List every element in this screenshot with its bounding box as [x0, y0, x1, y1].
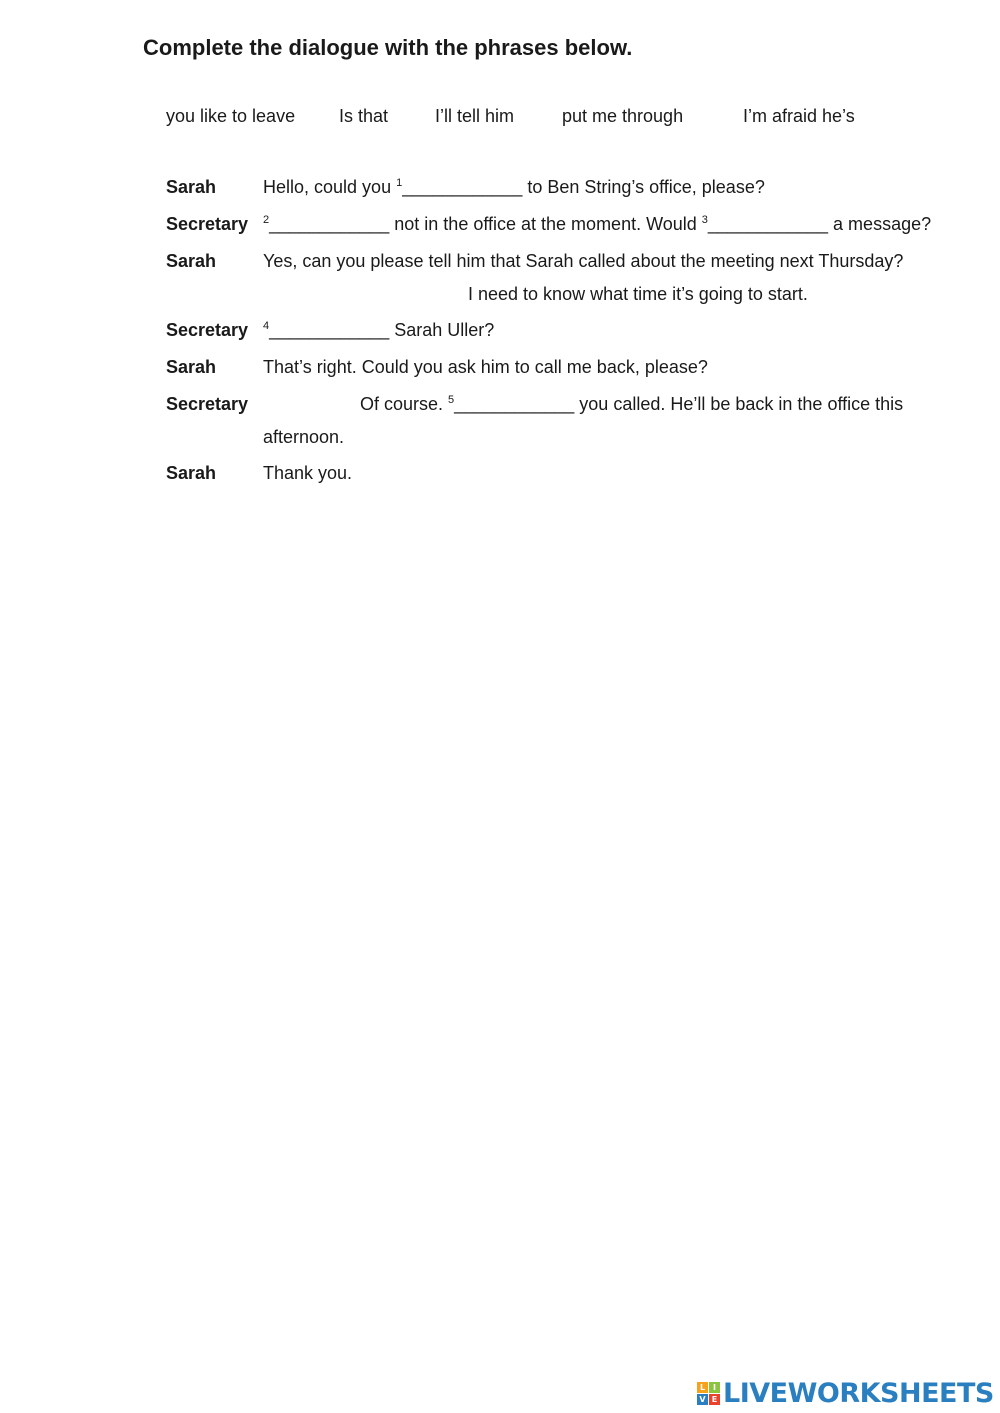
speaker-label: Sarah: [166, 463, 217, 483]
blank-number: 5: [448, 394, 455, 406]
line-text: not in the office at the moment. Would: [389, 214, 702, 234]
logo-letter: L: [697, 1382, 708, 1393]
line-text: Of course.: [360, 394, 449, 414]
phrase-item: I’m afraid he’s: [743, 106, 855, 126]
speaker-label: Secretary: [166, 320, 249, 340]
speaker-label: Secretary: [166, 214, 249, 234]
dialogue-line: Thank you.: [263, 463, 353, 483]
logo-text: LIVEWORKSHEETS: [723, 1377, 994, 1409]
dialogue-line: Yes, can you please tell him that Sarah called about the meeting next Thursday?: [263, 251, 904, 271]
blank-number: 1: [396, 177, 403, 189]
dialogue-line-continued: afternoon.: [263, 427, 345, 447]
dialogue-line: [263, 214, 931, 235]
dialogue-line: [263, 177, 765, 198]
answer-blank[interactable]: ____________: [269, 214, 390, 234]
speaker-label: Sarah: [166, 357, 217, 377]
logo-letter: I: [709, 1382, 720, 1393]
phrase-item: put me through: [562, 106, 684, 126]
answer-blank[interactable]: ____________: [402, 177, 523, 197]
line-text: to Ben String’s office, please?: [522, 177, 765, 197]
blank-number: 4: [263, 320, 270, 332]
answer-blank[interactable]: ____________: [707, 214, 829, 234]
dialogue-line: [360, 394, 903, 415]
answer-blank[interactable]: ____________: [454, 394, 575, 414]
logo-letter: E: [709, 1394, 720, 1405]
dialogue-line-continued: I need to know what time it’s going to start.: [468, 284, 808, 304]
blank-number: 2: [263, 214, 270, 226]
phrase-item: Is that: [339, 106, 389, 126]
line-text: you called. He’ll be back in the office this: [574, 394, 904, 414]
line-text: a message?: [828, 214, 932, 234]
liveworksheets-logo: [697, 1378, 994, 1408]
logo-icon: [697, 1382, 720, 1405]
page-title: Complete the dialogue with the phrases below.: [143, 35, 633, 60]
speaker-label: Sarah: [166, 177, 217, 197]
line-text: Hello, could you: [263, 177, 397, 197]
phrase-item: I’ll tell him: [435, 106, 515, 126]
dialogue-line: [263, 320, 494, 341]
logo-letter: V: [697, 1394, 708, 1405]
dialogue-line: That’s right. Could you ask him to call me back, please?: [263, 357, 708, 377]
answer-blank[interactable]: ____________: [269, 320, 390, 340]
blank-number: 3: [701, 214, 708, 226]
phrase-item: you like to leave: [166, 106, 296, 126]
line-text: Sarah Uller?: [389, 320, 495, 340]
speaker-label: Secretary: [166, 394, 249, 414]
speaker-label: Sarah: [166, 251, 217, 271]
